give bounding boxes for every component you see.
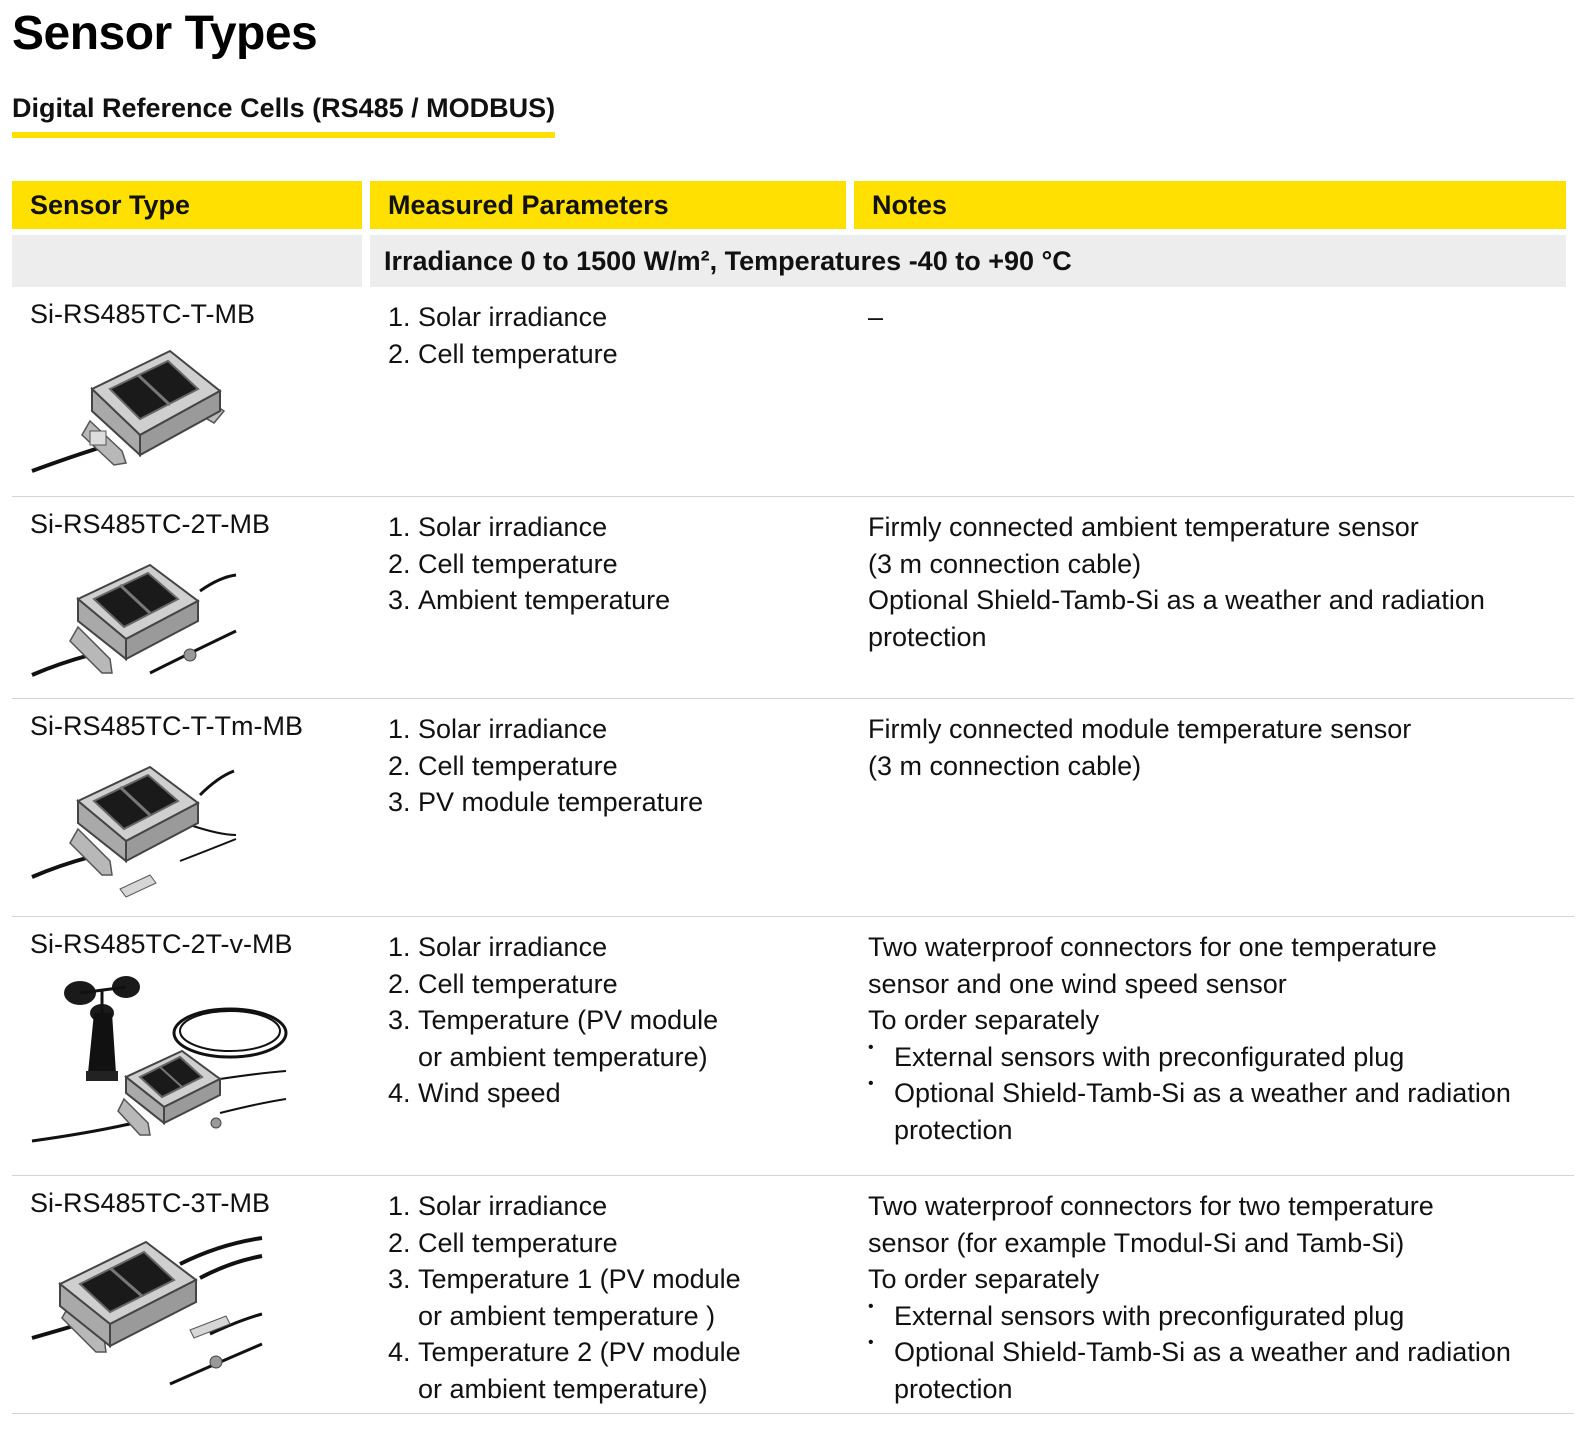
- list-item: 3. Ambient temperature: [388, 585, 671, 615]
- bullet-item: protection: [894, 1114, 1013, 1145]
- notes-cell: [854, 497, 1566, 698]
- parameter-list: [388, 299, 854, 372]
- range-band-empty: [12, 235, 362, 287]
- table-row: [12, 699, 1574, 917]
- sensor-device-image: [30, 765, 250, 905]
- bullet-item: • Optional Shield-Tamb-Si as a weather and radiation: [868, 1334, 1511, 1367]
- list-item: 2. Cell temperature: [388, 750, 618, 781]
- list-item: 3. Temperature 1 (PV module: [388, 1264, 741, 1294]
- note-line: Optional Shield-Tamb-Si as a weather and radiation: [868, 585, 1485, 615]
- sensor-device-image: [30, 339, 240, 479]
- bullet-item: • External sensors with preconfigurated plug: [868, 1297, 1405, 1331]
- list-item: 1. Solar irradiance: [388, 302, 608, 332]
- note-line: To order separately: [868, 1005, 1100, 1035]
- sensor-device-image: [30, 973, 300, 1153]
- list-item: 4. Wind speed: [388, 1078, 561, 1108]
- section-subtitle: Digital Reference Cells (RS485 / MODBUS): [12, 93, 555, 138]
- note-line: Firmly connected ambient temperature sensor: [868, 512, 1419, 542]
- range-band-text: Irradiance 0 to 1500 W/m², Temperatures -40 to +90 °C: [370, 235, 1566, 287]
- parameter-list: [388, 711, 854, 821]
- list-item: 2. Cell temperature: [388, 338, 618, 369]
- note-line: sensor (for example Tmodul-Si and Tamb-Si): [868, 1227, 1405, 1258]
- list-item: or ambient temperature): [418, 1373, 708, 1404]
- list-item: 1. Solar irradiance: [388, 714, 608, 744]
- sensor-type-name: Si-RS485TC-2T-v-MB: [30, 929, 293, 959]
- sensor-device-image: [30, 563, 250, 683]
- notes-cell: [854, 1176, 1566, 1413]
- sensor-type-name: Si-RS485TC-2T-MB: [30, 509, 271, 539]
- table-header: [12, 181, 1574, 229]
- sensor-device-image: [30, 1234, 270, 1394]
- notes-cell: [854, 917, 1566, 1175]
- list-item: 2. Cell temperature: [388, 1227, 618, 1258]
- list-item: 4. Temperature 2 (PV module: [388, 1337, 741, 1367]
- note-line: Firmly connected module temperature sensor: [868, 714, 1412, 744]
- range-band: [12, 235, 1574, 287]
- note-line: –: [868, 302, 884, 332]
- parameter-list: [388, 929, 854, 1112]
- list-item: 3. PV module temperature: [388, 787, 704, 817]
- list-item: 3. Temperature (PV module: [388, 1005, 719, 1035]
- header-measured-parameters: Measured Parameters: [370, 181, 846, 229]
- sensor-type-name: Si-RS485TC-T-MB: [30, 299, 256, 329]
- note-line: To order separately: [868, 1264, 1100, 1294]
- header-notes: Notes: [854, 181, 1566, 229]
- list-item: 1. Solar irradiance: [388, 932, 608, 962]
- table-row: [12, 287, 1574, 497]
- list-item: 1. Solar irradiance: [388, 1191, 608, 1221]
- bullet-item: protection: [894, 1373, 1013, 1404]
- list-item: 2. Cell temperature: [388, 548, 618, 579]
- note-line: (3 m connection cable): [868, 750, 1142, 781]
- note-line: Two waterproof connectors for one temperature: [868, 932, 1437, 962]
- note-line: Two waterproof connectors for two temperature: [868, 1191, 1434, 1221]
- parameter-list: [388, 1188, 854, 1407]
- note-line: protection: [868, 621, 987, 652]
- list-item: or ambient temperature): [418, 1041, 708, 1072]
- list-item: 1. Solar irradiance: [388, 512, 608, 542]
- notes-cell: [854, 287, 1566, 496]
- parameter-list: [388, 509, 854, 619]
- note-line: (3 m connection cable): [868, 548, 1142, 579]
- list-item: or ambient temperature ): [418, 1300, 716, 1331]
- sensor-table: [12, 181, 1574, 1414]
- table-row: [12, 497, 1574, 699]
- bullet-item: • External sensors with preconfigurated plug: [868, 1038, 1405, 1072]
- list-item: 2. Cell temperature: [388, 968, 618, 999]
- header-sensor-type: Sensor Type: [12, 181, 362, 229]
- sensor-type-name: Si-RS485TC-3T-MB: [30, 1188, 271, 1218]
- notes-cell: [854, 699, 1566, 916]
- bullet-item: • Optional Shield-Tamb-Si as a weather and radiation: [868, 1075, 1511, 1108]
- page-title: Sensor Types: [12, 7, 318, 60]
- note-line: sensor and one wind speed sensor: [868, 968, 1287, 999]
- table-row: [12, 1176, 1574, 1414]
- table-row: [12, 917, 1574, 1176]
- sensor-type-name: Si-RS485TC-T-Tm-MB: [30, 711, 304, 741]
